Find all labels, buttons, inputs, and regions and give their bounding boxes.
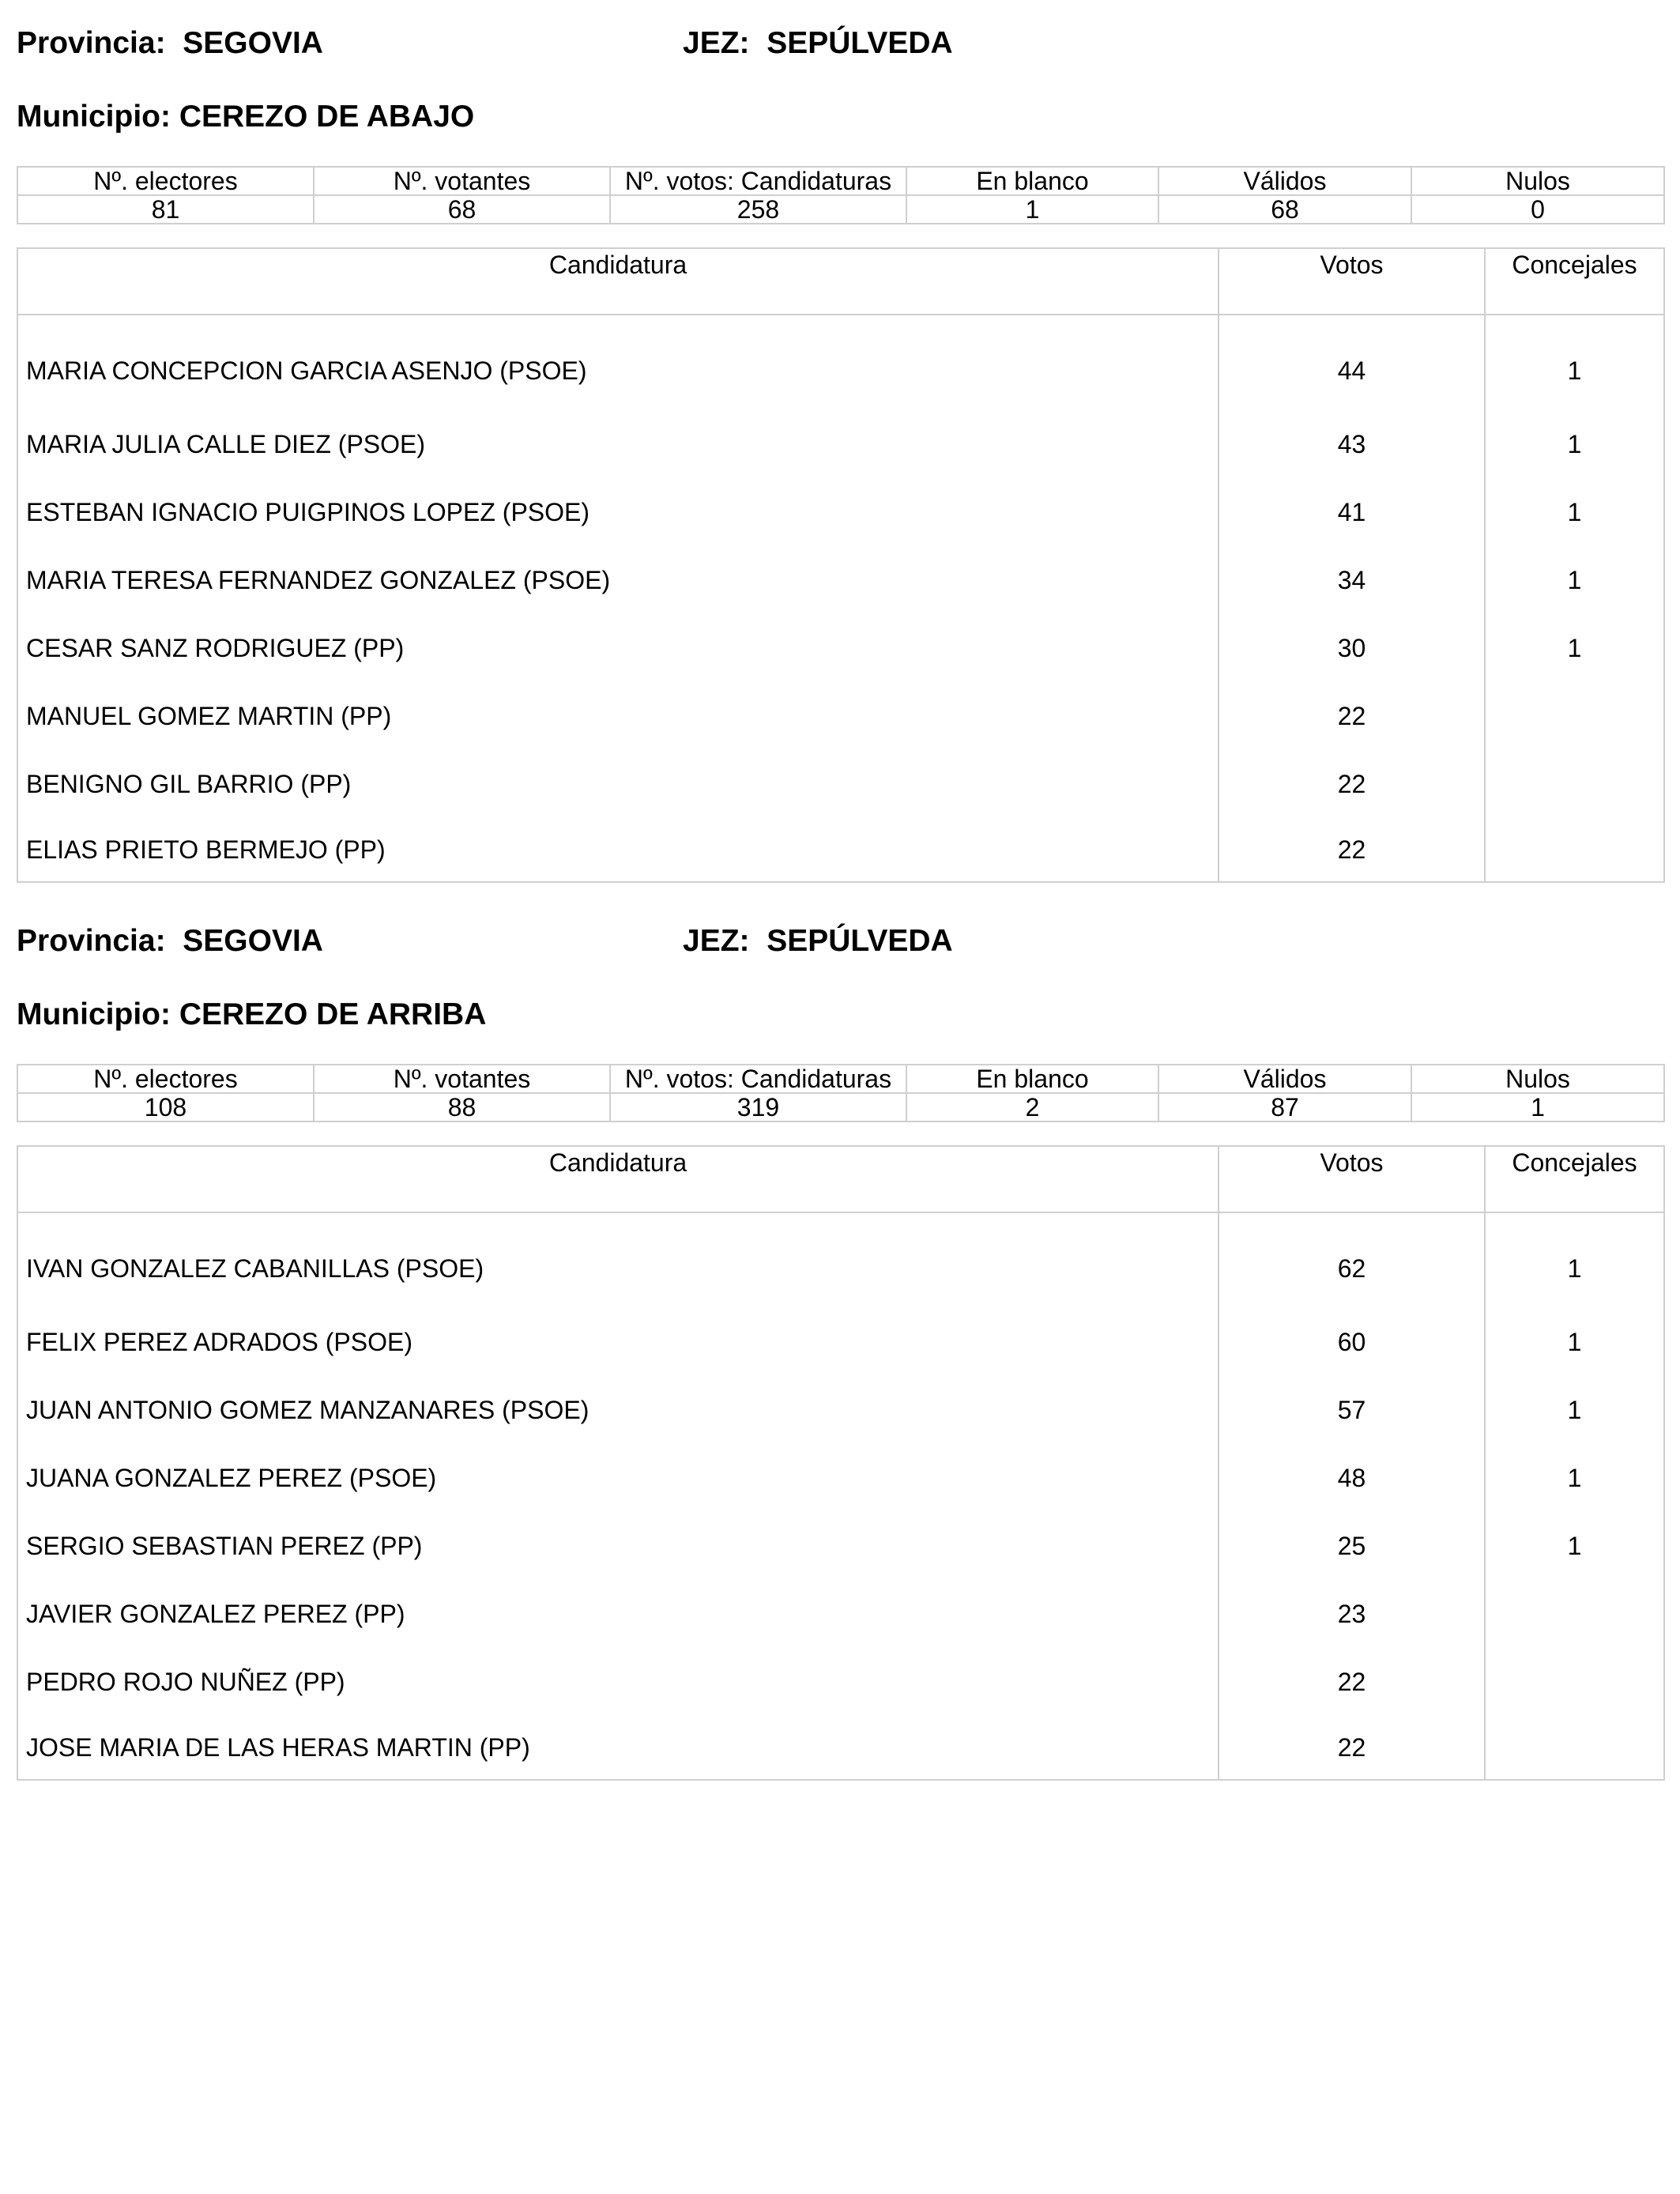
candidate-seats: 1: [1485, 315, 1664, 410]
provincia-value: SEGOVIA: [183, 924, 323, 958]
candidate-name: MARIA CONCEPCION GARCIA ASENJO (PSOE): [17, 315, 1219, 410]
candidatura-header: Candidatura: [17, 1146, 1219, 1212]
candidate-seats: [1485, 818, 1664, 882]
summary-table: [17, 1064, 1665, 1122]
summary-header-cell: Nº. electores: [17, 1065, 314, 1093]
candidate-votes: 22: [1219, 818, 1485, 882]
summary-header-row: [17, 167, 1664, 195]
candidate-seats: [1485, 682, 1664, 750]
table-row: [17, 1444, 1664, 1512]
candidate-votes: 57: [1219, 1376, 1485, 1444]
table-row: [17, 1212, 1664, 1308]
candidate-name: SERGIO SEBASTIAN PEREZ (PP): [17, 1512, 1219, 1580]
summary-header-cell: Nulos: [1411, 167, 1664, 195]
jez-line: [683, 923, 953, 959]
candidate-seats: 1: [1485, 1512, 1664, 1580]
jez-value: SEPÚLVEDA: [767, 26, 953, 60]
provincia-label: Provincia:: [17, 26, 166, 60]
candidate-name: JUANA GONZALEZ PEREZ (PSOE): [17, 1444, 1219, 1512]
candidate-votes: 44: [1219, 315, 1485, 410]
municipio-line: [17, 99, 474, 135]
summary-value-cell: 2: [906, 1093, 1158, 1122]
candidate-votes: 22: [1219, 750, 1485, 818]
candidates-table: [17, 1145, 1665, 1781]
candidate-name: MARIA JULIA CALLE DIEZ (PSOE): [17, 410, 1219, 478]
summary-value-cell: 68: [314, 195, 610, 224]
provincia-line: [17, 923, 323, 959]
votos-header: Votos: [1219, 248, 1485, 315]
candidate-name: ELIAS PRIETO BERMEJO (PP): [17, 818, 1219, 882]
summary-value-cell: 258: [610, 195, 906, 224]
summary-header-cell: En blanco: [906, 167, 1158, 195]
summary-header-cell: En blanco: [906, 1065, 1158, 1093]
candidate-votes: 62: [1219, 1212, 1485, 1308]
candidate-votes: 60: [1219, 1308, 1485, 1376]
table-row: [17, 1376, 1664, 1444]
concejales-header: Concejales: [1485, 1146, 1664, 1212]
candidate-votes: 30: [1219, 614, 1485, 682]
candidate-votes: 23: [1219, 1580, 1485, 1648]
summary-value-cell: 319: [610, 1093, 906, 1122]
candidate-name: MANUEL GOMEZ MARTIN (PP): [17, 682, 1219, 750]
table-row: [17, 1512, 1664, 1580]
candidate-seats: 1: [1485, 546, 1664, 614]
table-row: [17, 546, 1664, 614]
candidate-name: CESAR SANZ RODRIGUEZ (PP): [17, 614, 1219, 682]
candidate-seats: 1: [1485, 478, 1664, 546]
summary-header-cell: Nº. votos: Candidaturas: [610, 167, 906, 195]
candidate-seats: 1: [1485, 410, 1664, 478]
candidate-seats: 1: [1485, 1376, 1664, 1444]
candidate-votes: 34: [1219, 546, 1485, 614]
candidate-votes: 22: [1219, 1716, 1485, 1780]
candidate-votes: 41: [1219, 478, 1485, 546]
summary-value-row: [17, 195, 1664, 224]
municipio-value: CEREZO DE ABAJO: [179, 100, 475, 134]
candidates-header-row: [17, 1146, 1664, 1212]
candidate-name: FELIX PEREZ ADRADOS (PSOE): [17, 1308, 1219, 1376]
candidate-name: JAVIER GONZALEZ PEREZ (PP): [17, 1580, 1219, 1648]
provincia-line: [17, 25, 323, 62]
summary-value-cell: 1: [1411, 1093, 1664, 1122]
candidate-name: ESTEBAN IGNACIO PUIGPINOS LOPEZ (PSOE): [17, 478, 1219, 546]
jez-label: JEZ:: [683, 26, 750, 60]
table-row: [17, 750, 1664, 818]
summary-header-cell: Nº. votantes: [314, 167, 610, 195]
summary-value-cell: 68: [1158, 195, 1411, 224]
candidate-seats: [1485, 1716, 1664, 1780]
candidatura-header: Candidatura: [17, 248, 1219, 315]
candidate-votes: 25: [1219, 1512, 1485, 1580]
table-row: [17, 682, 1664, 750]
candidates-header-row: [17, 248, 1664, 315]
provincia-value: SEGOVIA: [183, 26, 323, 60]
table-row: [17, 1716, 1664, 1780]
municipio-value: CEREZO DE ARRIBA: [179, 997, 487, 1031]
concejales-header: Concejales: [1485, 248, 1664, 315]
summary-value-cell: 1: [906, 195, 1158, 224]
candidate-name: PEDRO ROJO NUÑEZ (PP): [17, 1648, 1219, 1716]
candidate-seats: 1: [1485, 1444, 1664, 1512]
table-row: [17, 818, 1664, 882]
candidate-seats: 1: [1485, 1308, 1664, 1376]
municipio-line: [17, 997, 486, 1033]
candidate-seats: 1: [1485, 1212, 1664, 1308]
candidate-name: IVAN GONZALEZ CABANILLAS (PSOE): [17, 1212, 1219, 1308]
table-row: [17, 478, 1664, 546]
table-row: [17, 1580, 1664, 1648]
summary-value-cell: 108: [17, 1093, 314, 1122]
summary-header-row: [17, 1065, 1664, 1093]
summary-header-cell: Nº. votos: Candidaturas: [610, 1065, 906, 1093]
table-row: [17, 614, 1664, 682]
table-row: [17, 315, 1664, 410]
summary-value-row: [17, 1093, 1664, 1122]
summary-value-cell: 81: [17, 195, 314, 224]
table-row: [17, 1308, 1664, 1376]
jez-value: SEPÚLVEDA: [767, 924, 953, 958]
municipio-label: Municipio:: [17, 100, 171, 134]
provincia-label: Provincia:: [17, 924, 166, 958]
candidate-name: JOSE MARIA DE LAS HERAS MARTIN (PP): [17, 1716, 1219, 1780]
summary-value-cell: 87: [1158, 1093, 1411, 1122]
summary-value-cell: 88: [314, 1093, 610, 1122]
candidate-votes: 22: [1219, 682, 1485, 750]
summary-header-cell: Nulos: [1411, 1065, 1664, 1093]
candidates-table: [17, 247, 1665, 883]
summary-header-cell: Válidos: [1158, 167, 1411, 195]
jez-line: [683, 25, 953, 62]
jez-label: JEZ:: [683, 924, 750, 958]
summary-header-cell: Nº. electores: [17, 167, 314, 195]
table-row: [17, 410, 1664, 478]
candidate-seats: 1: [1485, 614, 1664, 682]
summary-value-cell: 0: [1411, 195, 1664, 224]
candidate-votes: 43: [1219, 410, 1485, 478]
candidate-seats: [1485, 1648, 1664, 1716]
summary-header-cell: Válidos: [1158, 1065, 1411, 1093]
table-row: [17, 1648, 1664, 1716]
candidate-seats: [1485, 750, 1664, 818]
municipio-label: Municipio:: [17, 997, 171, 1031]
candidate-name: JUAN ANTONIO GOMEZ MANZANARES (PSOE): [17, 1376, 1219, 1444]
candidate-votes: 48: [1219, 1444, 1485, 1512]
votos-header: Votos: [1219, 1146, 1485, 1212]
candidate-seats: [1485, 1580, 1664, 1648]
summary-table: [17, 166, 1665, 224]
candidate-name: BENIGNO GIL BARRIO (PP): [17, 750, 1219, 818]
summary-header-cell: Nº. votantes: [314, 1065, 610, 1093]
candidate-name: MARIA TERESA FERNANDEZ GONZALEZ (PSOE): [17, 546, 1219, 614]
candidate-votes: 22: [1219, 1648, 1485, 1716]
